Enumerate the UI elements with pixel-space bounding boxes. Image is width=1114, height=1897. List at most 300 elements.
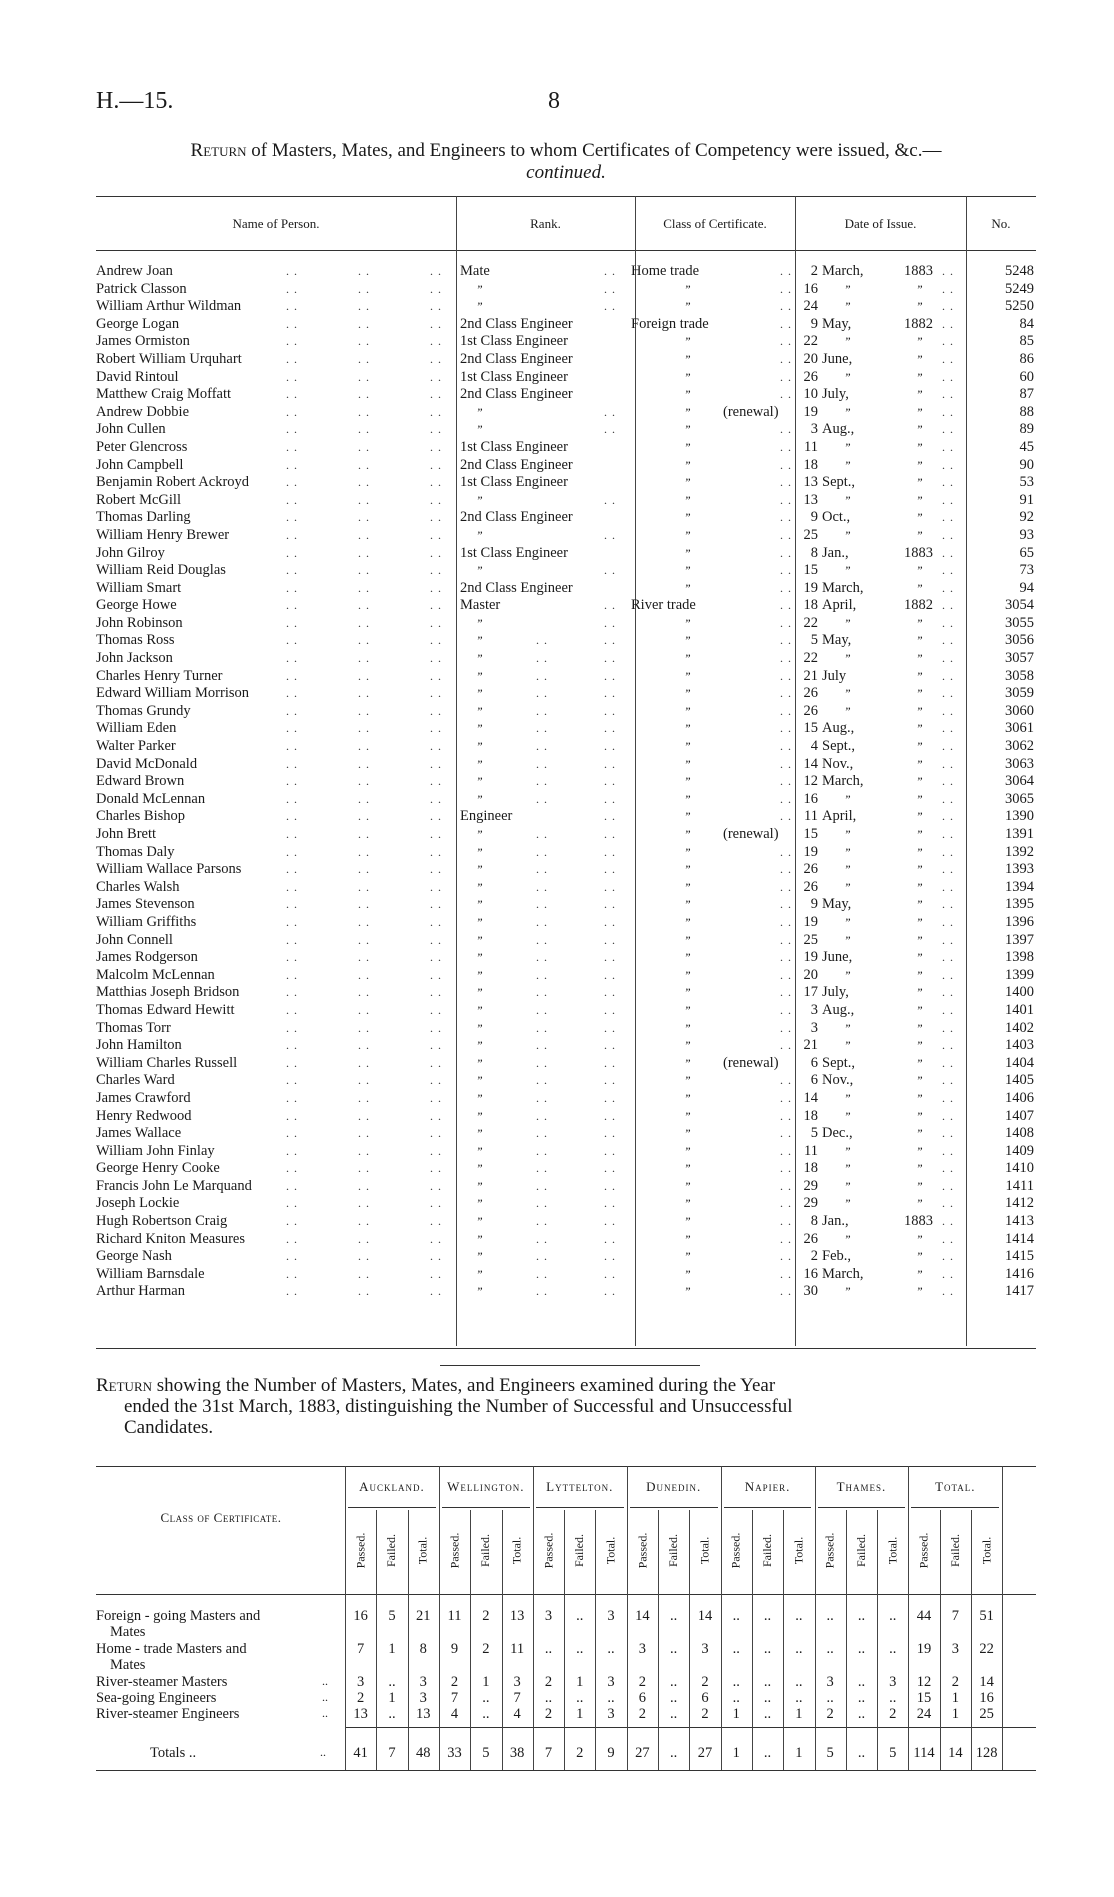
- leader-dots: . .: [536, 1055, 548, 1070]
- issue-year: ”: [916, 651, 923, 666]
- certificate-number: 1407: [1005, 1107, 1034, 1124]
- leader-dots: . .: [536, 1266, 548, 1281]
- rank: ”: [476, 950, 483, 965]
- table-row: [96, 298, 1036, 316]
- issue-year: ”: [916, 1161, 923, 1176]
- table-cell: 3: [544, 1608, 553, 1624]
- leader-dots: . .: [286, 721, 298, 736]
- issue-day: 13: [803, 474, 818, 491]
- totals-leader: ..: [320, 1745, 326, 1759]
- person-name: David Rintoul: [96, 368, 179, 385]
- leader-dots: . .: [780, 914, 792, 929]
- rank: ”: [476, 756, 483, 771]
- leader-dots: . .: [286, 439, 298, 454]
- table-cell: 3: [701, 1641, 709, 1657]
- leader-dots: . .: [430, 369, 442, 384]
- rank: ”: [476, 404, 483, 419]
- leader-dots: . .: [358, 1178, 370, 1193]
- leader-dots: . .: [286, 950, 298, 965]
- subheader: [627, 1510, 658, 1590]
- leader-dots: . .: [604, 914, 616, 929]
- group-header: Wellington.: [447, 1479, 525, 1494]
- table2-subdivider: [783, 1510, 784, 1770]
- issue-year: ”: [916, 475, 923, 490]
- certificate-class: ”: [684, 1196, 691, 1211]
- leader-dots: . .: [942, 1020, 954, 1035]
- leader-dots: . .: [942, 580, 954, 595]
- issue-year: ”: [916, 791, 923, 806]
- table-row: [96, 1090, 1036, 1108]
- issue-day: 18: [803, 1107, 818, 1124]
- person-name: John Cullen: [96, 421, 166, 438]
- leader-dots: . .: [942, 914, 954, 929]
- table-row: [96, 949, 1036, 967]
- leader-dots: . .: [780, 1002, 792, 1017]
- leader-dots: . .: [942, 932, 954, 947]
- table-cell: 12: [916, 1674, 932, 1690]
- certificate-number: 1400: [1005, 984, 1034, 1001]
- issue-year: ”: [916, 1196, 923, 1211]
- leader-dots: . .: [430, 510, 442, 525]
- certificate-number: 3054: [1005, 597, 1034, 614]
- issue-month: Dec.,: [822, 1125, 853, 1142]
- person-name: John Hamilton: [96, 1037, 182, 1054]
- table2-subdivider: [595, 1510, 596, 1770]
- person-name: George Howe: [96, 597, 177, 614]
- table-row: [96, 720, 1036, 738]
- leader-dots: . .: [942, 809, 954, 824]
- table-row: [96, 650, 1036, 668]
- column-header-name: Name of Person.: [232, 216, 320, 231]
- leader-dots: . .: [604, 967, 616, 982]
- certificate-class: ”: [684, 475, 691, 490]
- rank: ”: [476, 932, 483, 947]
- leader-dots: . .: [358, 387, 370, 402]
- issue-day: 25: [803, 931, 818, 948]
- table2-subdivider: [502, 1510, 503, 1770]
- rank: ”: [476, 668, 483, 683]
- table2-title-lead: Return: [96, 1375, 153, 1396]
- leader-dots: ..: [322, 1690, 328, 1704]
- leader-dots: . .: [536, 756, 548, 771]
- leader-dots: . .: [536, 897, 548, 912]
- table-row: [96, 509, 1036, 527]
- subheader: [908, 1510, 939, 1590]
- leader-dots: . .: [536, 1196, 548, 1211]
- issue-month: ”: [844, 686, 851, 701]
- leader-dots: . .: [358, 527, 370, 542]
- table-row: [96, 474, 1036, 492]
- table-cell: 2: [544, 1674, 553, 1690]
- leader-dots: . .: [942, 404, 954, 419]
- leader-dots: . .: [536, 950, 548, 965]
- certificate-number: 3056: [1005, 632, 1034, 649]
- leader-dots: . .: [358, 932, 370, 947]
- table-row: [96, 1178, 1036, 1196]
- issue-year: ”: [916, 1090, 923, 1105]
- table-row: [96, 1020, 1036, 1038]
- issue-year: ”: [916, 510, 923, 525]
- leader-dots: . .: [536, 1249, 548, 1264]
- leader-dots: . .: [942, 264, 954, 278]
- subheader: [595, 1510, 626, 1590]
- leader-dots: . .: [780, 967, 792, 982]
- leader-dots: . .: [430, 457, 442, 472]
- person-name: Charles Bishop: [96, 808, 186, 825]
- certificate-number: 1397: [1005, 931, 1034, 948]
- rank: 1st Class Engineer: [460, 474, 568, 491]
- leader-dots: . .: [430, 1073, 442, 1088]
- table-cell: 5: [388, 1608, 396, 1624]
- table-cell: 1: [951, 1706, 959, 1722]
- table2-title-line2: ended the 31st March, 1883, distinguishing the Number of Successful and Unsuccessful: [124, 1396, 793, 1417]
- rank: ”: [476, 527, 483, 542]
- leader-dots: . .: [358, 651, 370, 666]
- leader-dots: . .: [780, 264, 792, 278]
- table-cell: 15: [916, 1690, 932, 1706]
- rank: ”: [476, 1196, 483, 1211]
- leader-dots: . .: [358, 369, 370, 384]
- leader-dots: . .: [430, 1002, 442, 1017]
- leader-dots: . .: [430, 334, 442, 349]
- leader-dots: . .: [604, 1178, 616, 1193]
- totals-cell: 2: [576, 1745, 584, 1761]
- certificate-class: ”: [684, 1020, 691, 1035]
- rank: ”: [476, 791, 483, 806]
- leader-dots: . .: [942, 774, 954, 789]
- table-cell: ..: [670, 1641, 678, 1657]
- leader-dots: . .: [780, 457, 792, 472]
- leader-dots: . .: [430, 439, 442, 454]
- issue-year: ”: [916, 1231, 923, 1246]
- leader-dots: . .: [430, 1038, 442, 1053]
- leader-dots: . .: [358, 580, 370, 595]
- table-cell: 14: [697, 1608, 713, 1624]
- certificate-class: ”: [684, 1178, 691, 1193]
- table-cell: 11: [510, 1641, 525, 1657]
- certificate-class: ”: [684, 580, 691, 595]
- issue-day: 11: [804, 808, 818, 825]
- table2-title: [96, 1375, 1036, 1438]
- leader-dots: . .: [536, 827, 548, 841]
- leader-dots: . .: [358, 1266, 370, 1281]
- person-name: William Wallace Parsons: [96, 861, 242, 878]
- table-cell: 2: [638, 1706, 646, 1722]
- rank: ”: [476, 1178, 483, 1193]
- certificate-class: ”: [684, 351, 691, 366]
- issue-day: 6: [810, 1072, 818, 1089]
- table-cell: 25: [979, 1706, 994, 1722]
- issue-year: ”: [916, 1143, 923, 1158]
- leader-dots: . .: [430, 1143, 442, 1158]
- table2-title-line3: Candidates.: [124, 1417, 214, 1438]
- leader-dots: . .: [286, 1108, 298, 1123]
- totals-cell: 114: [913, 1745, 935, 1761]
- group-underline: [536, 1507, 624, 1508]
- subheader: [439, 1510, 470, 1590]
- table-cell: ..: [857, 1690, 866, 1706]
- leader-dots: . .: [604, 791, 616, 806]
- table-cell: 3: [607, 1706, 615, 1722]
- certificate-number: 90: [1019, 456, 1034, 473]
- table-row: [96, 773, 1036, 791]
- leader-dots: . .: [942, 1055, 954, 1070]
- leader-dots: . .: [942, 739, 954, 754]
- rank: ”: [476, 897, 483, 912]
- certificate-class: ”: [684, 932, 691, 947]
- leader-dots: . .: [430, 1266, 442, 1281]
- certificate-class: ”: [684, 668, 691, 683]
- table-cell: 1: [388, 1690, 396, 1706]
- subheader-label: Total.: [791, 1536, 806, 1564]
- issue-day: 9: [810, 315, 818, 332]
- table-cell: ..: [763, 1674, 772, 1690]
- person-name: Joseph Lockie: [96, 1195, 180, 1212]
- leader-dots: . .: [780, 791, 792, 806]
- certificate-class: ”: [684, 1055, 691, 1070]
- leader-dots: ..: [322, 1706, 328, 1720]
- leader-dots: . .: [430, 1090, 442, 1105]
- certificate-class: ”: [684, 844, 691, 859]
- table-row: [96, 1108, 1036, 1126]
- leader-dots: . .: [430, 914, 442, 929]
- leader-dots: . .: [430, 351, 442, 366]
- leader-dots: . .: [358, 1073, 370, 1088]
- row-label-line: River-steamer Masters: [96, 1674, 228, 1690]
- rank: 1st Class Engineer: [460, 368, 568, 385]
- table-row: [96, 386, 1036, 404]
- certificate-number: 1414: [1005, 1230, 1034, 1247]
- subheader: [846, 1510, 877, 1590]
- leader-dots: . .: [358, 422, 370, 437]
- subheader-label: Passed.: [353, 1532, 368, 1568]
- certificate-number: 87: [1019, 386, 1034, 403]
- rank: ”: [476, 1266, 483, 1281]
- leader-dots: . .: [942, 703, 954, 718]
- issue-month: ”: [844, 1108, 851, 1123]
- row-label: [96, 1641, 346, 1673]
- issue-year: ”: [916, 914, 923, 929]
- renewal-note: (renewal): [723, 826, 779, 842]
- leader-dots: . .: [942, 1038, 954, 1053]
- leader-dots: . .: [604, 1108, 616, 1123]
- table2-subdivider: [689, 1510, 690, 1770]
- rank: ”: [476, 1214, 483, 1229]
- rank: ”: [476, 1108, 483, 1123]
- leader-dots: . .: [942, 985, 954, 1000]
- issue-year: ”: [916, 615, 923, 630]
- issue-month: ”: [844, 492, 851, 507]
- leader-dots: . .: [286, 651, 298, 666]
- table-row: [96, 369, 1036, 387]
- issue-year: ”: [916, 1126, 923, 1141]
- table-row: [96, 1125, 1036, 1143]
- table-cell: ..: [670, 1674, 678, 1690]
- certificate-class: ”: [684, 651, 691, 666]
- leader-dots: . .: [604, 668, 616, 683]
- table-row: [96, 808, 1036, 826]
- certificate-class: ”: [684, 686, 691, 701]
- certificate-number: 88: [1019, 403, 1034, 420]
- rank: ”: [476, 1161, 483, 1176]
- issue-year: ”: [916, 879, 923, 894]
- certificate-class: ”: [684, 967, 691, 982]
- subheader: [971, 1510, 1002, 1590]
- issue-year: ”: [916, 492, 923, 507]
- certificate-number: 92: [1019, 509, 1034, 526]
- issue-month: ”: [844, 827, 851, 841]
- certificate-class: ”: [684, 879, 691, 894]
- table-cell: ..: [388, 1674, 396, 1690]
- certificate-class: ”: [684, 703, 691, 718]
- person-name: John Robinson: [96, 614, 183, 631]
- table-row: [96, 333, 1036, 351]
- issue-year: ”: [916, 950, 923, 965]
- certificate-number: 5250: [1005, 298, 1034, 315]
- issue-day: 29: [803, 1177, 818, 1194]
- leader-dots: . .: [536, 791, 548, 806]
- leader-dots: . .: [942, 1266, 954, 1281]
- person-name: John Campbell: [96, 456, 184, 473]
- table2-subdivider: [408, 1510, 409, 1770]
- rank: ”: [476, 615, 483, 630]
- leader-dots: . .: [536, 633, 548, 648]
- issue-year: ”: [916, 1020, 923, 1035]
- table-cell: 7: [357, 1641, 365, 1657]
- leader-dots: . .: [942, 545, 954, 560]
- table-cell: ..: [763, 1608, 772, 1624]
- certificate-class: ”: [684, 1284, 691, 1299]
- table-row: [96, 281, 1036, 299]
- issue-month: ”: [844, 1143, 851, 1158]
- leader-dots: . .: [286, 1090, 298, 1105]
- issue-year: ”: [916, 387, 923, 402]
- leader-dots: . .: [430, 721, 442, 736]
- leader-dots: . .: [430, 527, 442, 542]
- table-cell: ..: [576, 1608, 584, 1624]
- table-row: [96, 1195, 1036, 1213]
- leader-dots: . .: [942, 633, 954, 648]
- certificate-number: 1408: [1005, 1125, 1034, 1142]
- leader-dots: . .: [780, 1090, 792, 1105]
- leader-dots: . .: [942, 439, 954, 454]
- issue-month: ”: [844, 563, 851, 578]
- issue-year: ”: [916, 580, 923, 595]
- table-cell: 3: [826, 1674, 834, 1690]
- issue-year: ”: [916, 756, 923, 771]
- issue-month: ”: [844, 862, 851, 877]
- table-cell: 3: [638, 1641, 646, 1657]
- leader-dots: . .: [604, 1143, 616, 1158]
- table-cell: 3: [607, 1674, 615, 1690]
- subheader: [940, 1510, 971, 1590]
- certificate-class: ”: [684, 563, 691, 578]
- leader-dots: . .: [942, 950, 954, 965]
- page-number: 8: [548, 88, 560, 114]
- issue-year: ”: [916, 299, 923, 314]
- rank: ”: [476, 1231, 483, 1246]
- leader-dots: . .: [430, 932, 442, 947]
- group-underline: [442, 1507, 530, 1508]
- leader-dots: . .: [536, 914, 548, 929]
- table-cell: ..: [732, 1674, 740, 1690]
- table-row: [96, 562, 1036, 580]
- leader-dots: . .: [286, 1249, 298, 1264]
- leader-dots: . .: [358, 950, 370, 965]
- issue-month: ”: [844, 1284, 851, 1299]
- leader-dots: . .: [358, 299, 370, 314]
- table-cell: ..: [607, 1690, 615, 1706]
- rank: ”: [476, 967, 483, 982]
- issue-day: 14: [803, 755, 818, 772]
- table2-subdivider: [470, 1510, 471, 1770]
- person-name: Thomas Grundy: [96, 702, 191, 719]
- leader-dots: . .: [780, 686, 792, 701]
- subheader-label: Total.: [697, 1536, 712, 1564]
- person-name: John Jackson: [96, 650, 173, 667]
- leader-dots: . .: [358, 1020, 370, 1035]
- issue-month: March,: [822, 263, 864, 279]
- leader-dots: . .: [780, 299, 792, 314]
- certificate-number: 1395: [1005, 896, 1034, 913]
- issue-year: ”: [916, 563, 923, 578]
- issue-year: ”: [916, 844, 923, 859]
- leader-dots: . .: [604, 492, 616, 507]
- subheader: [408, 1510, 439, 1590]
- certificate-number: 1415: [1005, 1248, 1034, 1265]
- rank: ”: [476, 563, 483, 578]
- row-label-line: Mates: [110, 1624, 146, 1640]
- totals-cell: 14: [948, 1745, 963, 1761]
- table-row: [96, 404, 1036, 422]
- table-row: [96, 1143, 1036, 1161]
- leader-dots: . .: [942, 827, 954, 841]
- leader-dots: . .: [430, 316, 442, 331]
- certificate-number: 3059: [1005, 685, 1034, 702]
- leader-dots: . .: [430, 1108, 442, 1123]
- leader-dots: . .: [604, 422, 616, 437]
- issue-day: 26: [803, 878, 818, 895]
- leader-dots: . .: [942, 492, 954, 507]
- table2-subdivider: [940, 1510, 941, 1770]
- issue-day: 22: [803, 333, 818, 350]
- leader-dots: . .: [286, 281, 298, 296]
- rank: ”: [476, 827, 483, 841]
- rank: 2nd Class Engineer: [460, 456, 573, 473]
- row-label-line: River-steamer Engineers: [96, 1706, 240, 1722]
- leader-dots: . .: [286, 1266, 298, 1281]
- leader-dots: . .: [780, 1038, 792, 1053]
- leader-dots: . .: [286, 879, 298, 894]
- table-cell: 2: [638, 1674, 646, 1690]
- person-name: Donald McLennan: [96, 790, 206, 807]
- leader-dots: . .: [780, 897, 792, 912]
- issue-day: 14: [803, 1089, 818, 1106]
- leader-dots: . .: [430, 492, 442, 507]
- table-row: [96, 844, 1036, 862]
- subheader: [877, 1510, 908, 1590]
- leader-dots: . .: [780, 422, 792, 437]
- leader-dots: . .: [358, 264, 370, 278]
- table2-subdivider: [564, 1510, 565, 1770]
- person-name: George Henry Cooke: [96, 1160, 220, 1177]
- leader-dots: . .: [942, 334, 954, 349]
- leader-dots: . .: [430, 264, 442, 278]
- leader-dots: . .: [604, 879, 616, 894]
- issue-day: 18: [803, 456, 818, 473]
- certificate-number: 85: [1019, 333, 1034, 350]
- leader-dots: . .: [942, 1126, 954, 1141]
